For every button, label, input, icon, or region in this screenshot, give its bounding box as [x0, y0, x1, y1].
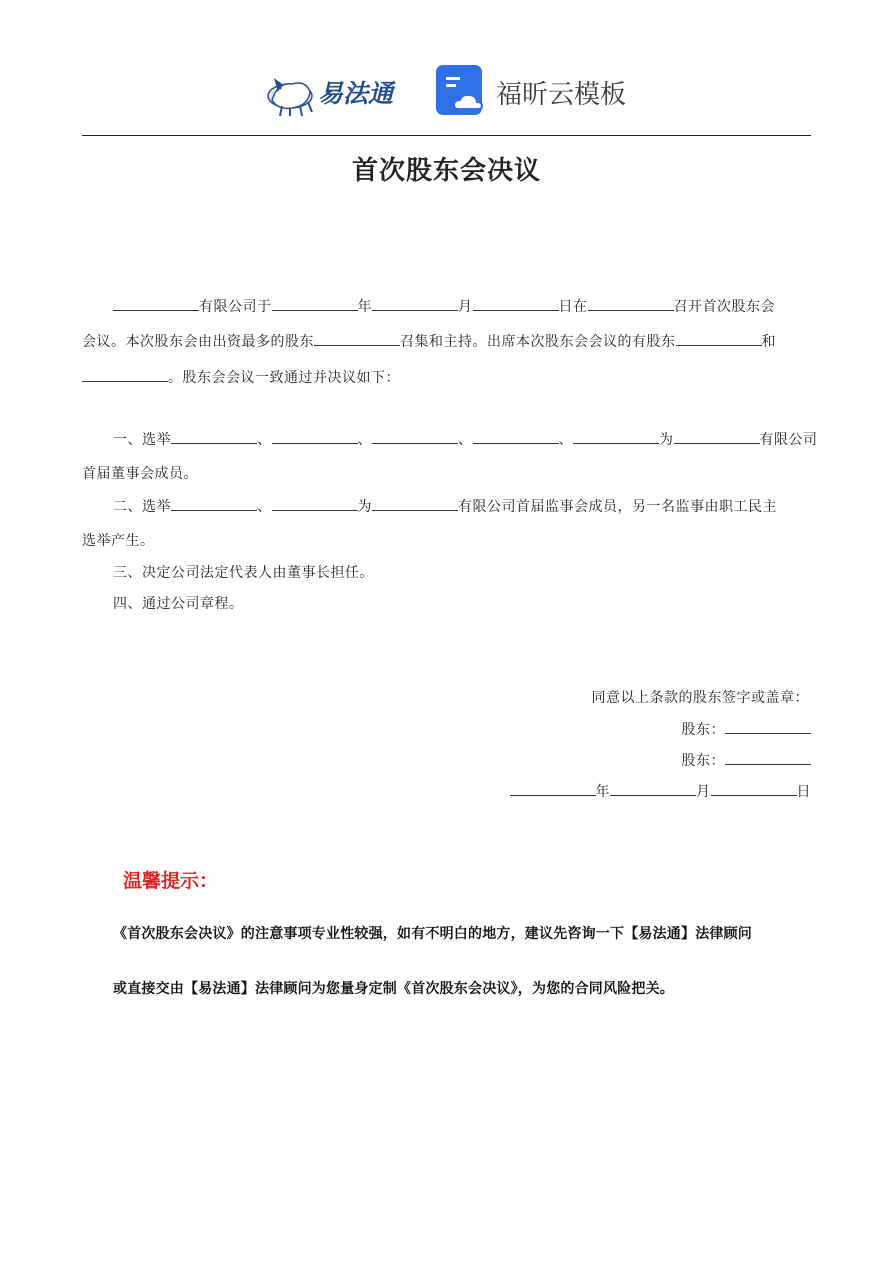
- yifatong-brand: 易法通: [318, 79, 394, 108]
- blank-day[interactable]: [473, 296, 559, 311]
- item-1-line-1: 一、选举 、 、 、 、 为 有限公司: [113, 429, 818, 450]
- yifatong-logo: [262, 62, 318, 118]
- blank-director-2[interactable]: [272, 429, 358, 444]
- blank-company-2[interactable]: [674, 429, 760, 444]
- blank-signature-1[interactable]: [725, 719, 811, 734]
- paragraph-1-line-2: 会议。本次股东会由出资最多的股东 召集和主持。出席本次股东会会议的有股东 和: [82, 331, 776, 352]
- document-title: 首次股东会决议: [351, 156, 541, 186]
- item-1-line-2: 首届董事会成员。: [82, 466, 198, 482]
- blank-supervisor-2[interactable]: [272, 496, 358, 511]
- paragraph-1-line-3: 。股东会会议一致通过并决议如下：: [82, 367, 400, 388]
- foxit-brand: 福昕云模板: [496, 80, 627, 110]
- tip-line-1: 《首次股东会决议》的注意事项专业性较强，如有不明白的地方，建议先咨询一下【易法通】法律顾问: [113, 926, 752, 942]
- blank-sign-day[interactable]: [711, 781, 797, 796]
- blank-director-3[interactable]: [372, 429, 458, 444]
- item-3: 三、决定公司法定代表人由董事长担任。: [113, 565, 374, 581]
- blank-place[interactable]: [588, 296, 674, 311]
- blank-sign-month[interactable]: [610, 781, 696, 796]
- blank-sign-year[interactable]: [510, 781, 596, 796]
- header-divider: [82, 135, 811, 136]
- sign-agree: 同意以上条款的股东签字或盖章：: [591, 690, 809, 706]
- blank-director-1[interactable]: [171, 429, 257, 444]
- foxit-logo-icon: [436, 65, 486, 117]
- blank-year[interactable]: [272, 296, 358, 311]
- blank-company[interactable]: [113, 296, 199, 311]
- blank-director-5[interactable]: [573, 429, 659, 444]
- blank-director-4[interactable]: [473, 429, 559, 444]
- blank-month[interactable]: [372, 296, 458, 311]
- paragraph-1-line-1: 有限公司于 年 月 日在 召开首次股东会: [113, 296, 775, 317]
- item-2-line-1: 二、选举 、 为 有限公司首届监事会成员，另一名监事由职工民主: [113, 496, 777, 517]
- tip-title: 温馨提示：: [123, 870, 219, 892]
- sign-shareholder-2: 股东：: [682, 750, 812, 771]
- sign-date: 年 月 日: [510, 781, 812, 802]
- blank-shareholder-a[interactable]: [676, 331, 762, 346]
- item-4: 四、通过公司章程。: [113, 596, 244, 612]
- tip-line-2: 或直接交由【易法通】法律顾问为您量身定制《首次股东会决议》，为您的合同风险把关。: [113, 981, 674, 997]
- sign-shareholder-1: 股东：: [682, 719, 812, 740]
- blank-shareholder-b[interactable]: [82, 367, 168, 382]
- item-2-line-2: 选举产生。: [82, 533, 155, 549]
- blank-company-3[interactable]: [372, 496, 458, 511]
- blank-signature-2[interactable]: [725, 750, 811, 765]
- blank-convener[interactable]: [314, 331, 400, 346]
- blank-supervisor-1[interactable]: [171, 496, 257, 511]
